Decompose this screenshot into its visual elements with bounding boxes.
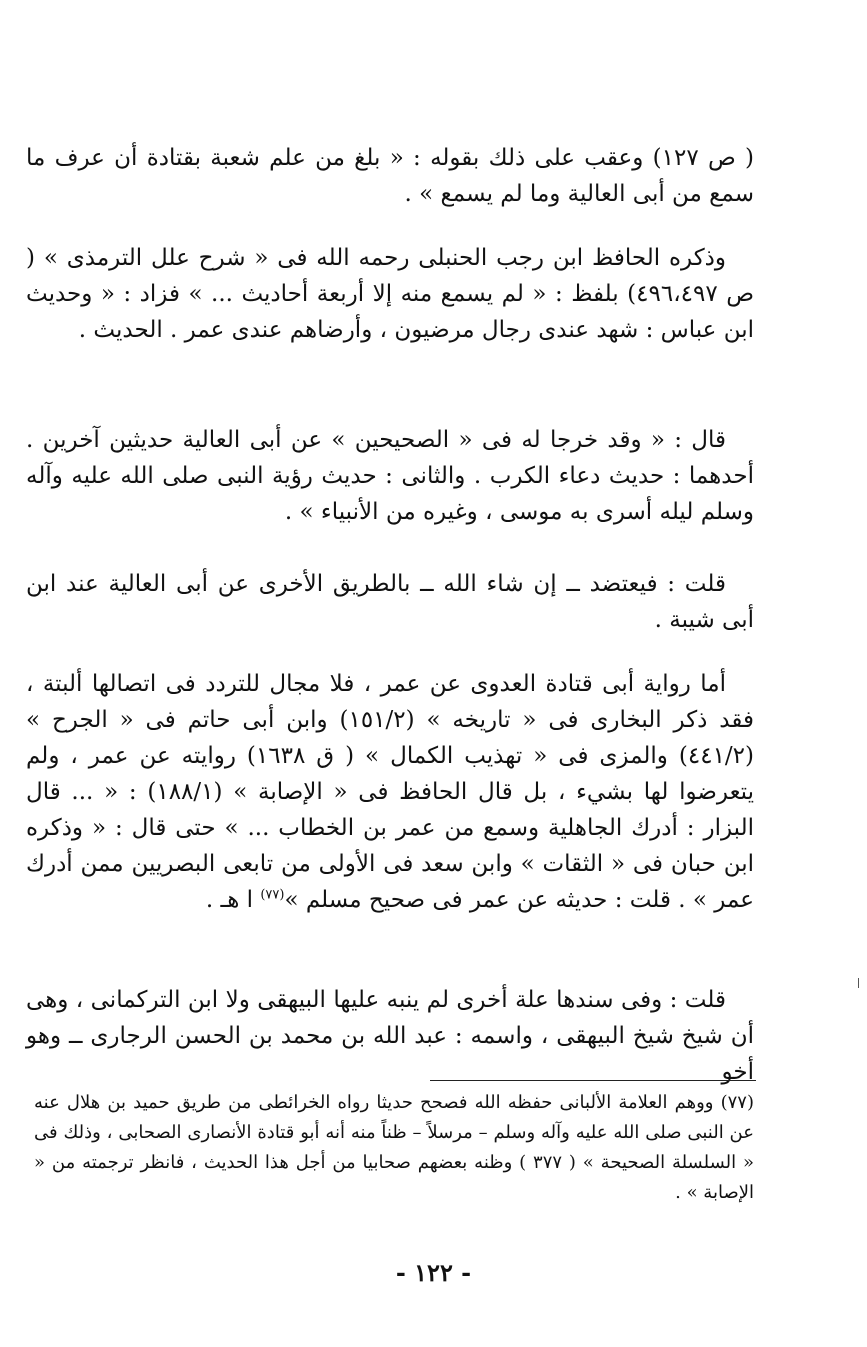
paragraph-1: ( ص ١٢٧) وعقب على ذلك بقوله : « بلغ من علم شعبة بقتادة أن عرف ما سمع من أبى العالية وما لم يسمع » . — [26, 145, 755, 207]
paragraph-1-block — [26, 140, 754, 212]
paragraph-5-text: أما رواية أبى قتادة العدوى عن عمر ، فلا مجال للتردد فى اتصالها ألبتة ، فقد ذكر البخارى فى « تاريخه » (١٥١/٢) وابن أبى حاتم فى « الجرح » (٤٤١/٢) والمزى فى « تهذيب الكمال » ( ق ١٦٣٨) روايته عن عمر ، ولم يتعرضوا لها بشيء ، بل قال الحافظ فى « الإصابة » (١٨٨/١) : « ... قال البزار : أدرك الجاهلية وسمع من عمر بن الخطاب ... » حتى قال : « وذكره ابن حبان فى « الثقات » وابن سعد فى الأولى من تابعى البصريين ممن أدرك عمر » . قلت : حديثه عن عمر فى صحيح مسلم » — [26, 671, 755, 913]
paragraph-4: قلت : فيعتضد ــ إن شاء الله ــ بالطريق الأخرى عن أبى العالية عند ابن أبى شيبة . — [26, 571, 754, 633]
footnote-reference[interactable]: (٧٧) — [260, 887, 285, 903]
paragraph-5-block — [26, 666, 754, 918]
paragraph-5 — [26, 666, 754, 918]
paragraph-3-block — [26, 422, 754, 530]
paragraph-3: قال : « وقد خرجا له فى « الصحيحين » عن أبى العالية حديثين آخرين . أحدهما : حديث دعاء الكرب . والثانى : حديث رؤية النبى صلى الله عليه وآله وسلم ليله أسرى به موسى ، وغيره من الأنبياء » . — [26, 427, 754, 525]
paragraph-4-block — [26, 566, 754, 638]
paragraph-6-block — [26, 982, 754, 1090]
footnote-divider — [430, 1080, 756, 1081]
paragraph-5-ending: ا هـ . — [205, 887, 261, 913]
paragraph-2-block — [26, 240, 754, 348]
margin-mark — [858, 978, 859, 988]
footnote-77: (٧٧) ووهم العلامة الألبانى حفظه الله فصحح حديثا رواه الخرائطى من طريق حميد بن هلال عنه عن النبى صلى الله عليه وآله وسلم – مرسلاً – ظناً منه أنه أبو قتادة الأنصارى الصحابى ، وذلك فى « السلسلة الصحيحة » ( ٣٧٧ ) وظنه بعضهم صحابيا من أجل هذا الحديث ، فانظر ترجمته من « الإصابة » . — [34, 1092, 754, 1203]
paragraph-6: قلت : وفى سندها علة أخرى لم ينبه عليها البيهقى ولا ابن التركمانى ، وهى أن شيخ شيخ البيهقى ، واسمه : عبد الله بن محمد بن الحسن الرجارى ــ وهو أخو — [26, 987, 754, 1085]
paragraph-2: وذكره الحافظ ابن رجب الحنبلى رحمه الله فى « شرح علل الترمذى » ( ص ٤٩٦،٤٩٧) بلفظ : « لم يسمع منه إلا أربعة أحاديث ... » فزاد : « وحديث ابن عباس : شهد عندى رجال مرضيون ، وأرضاهم عندى عمر . الحديث . — [26, 245, 754, 343]
page-number: - ١٢٢ - — [395, 1258, 472, 1287]
footnote-block — [34, 1088, 754, 1208]
